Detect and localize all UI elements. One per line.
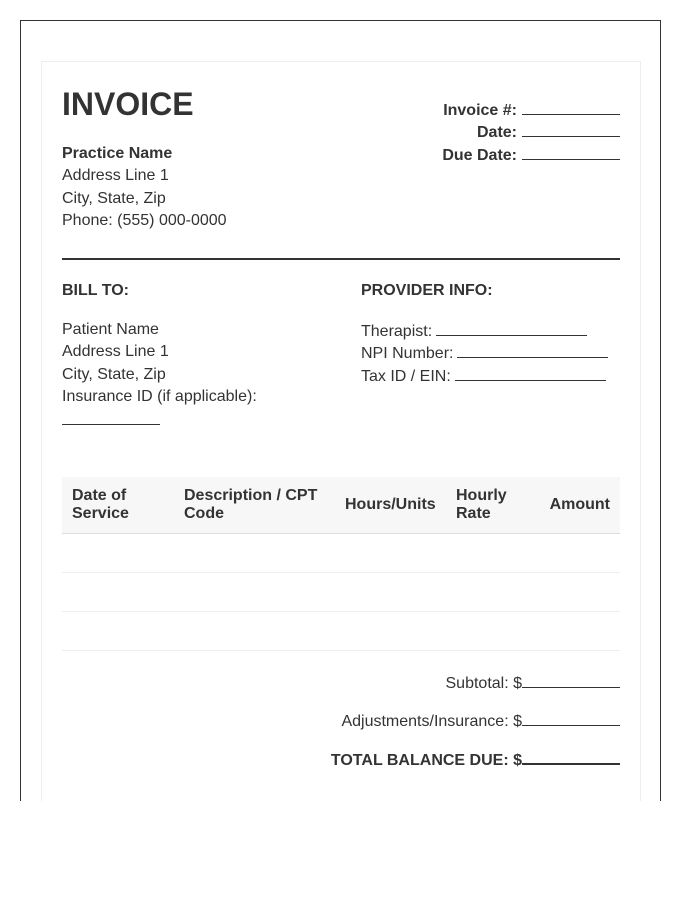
therapist-blank[interactable] — [436, 321, 587, 336]
invoice-number-label: Invoice #: — [443, 102, 517, 119]
insurance-id-label: Insurance ID (if applicable): — [62, 388, 257, 405]
due-date-field[interactable] — [442, 145, 620, 165]
adjustments-label: Adjustments/Insurance: $ — [341, 713, 522, 730]
subtotal-field[interactable] — [446, 673, 621, 693]
invoice-number-blank[interactable] — [522, 100, 620, 115]
row-divider — [62, 650, 620, 651]
subtotal-label: Subtotal: $ — [445, 675, 522, 692]
npi-label: NPI Number: — [361, 345, 454, 362]
total-balance-label: TOTAL BALANCE DUE: $ — [330, 752, 522, 769]
table-row[interactable] — [62, 534, 620, 572]
npi-field[interactable] — [361, 343, 608, 363]
practice-name: Practice Name — [62, 145, 173, 162]
provider-info-heading: PROVIDER INFO: — [361, 282, 493, 299]
due-date-label: Due Date: — [442, 147, 517, 164]
col-hours-units: Hours/Units — [345, 496, 436, 513]
col-date-of-service: Date of Service — [72, 487, 129, 522]
bill-to-heading: BILL TO: — [62, 282, 129, 299]
total-balance-blank[interactable] — [522, 749, 620, 765]
date-field[interactable] — [477, 122, 620, 142]
tax-id-label: Tax ID / EIN: — [361, 368, 451, 385]
date-label: Date: — [476, 124, 517, 141]
patient-address-line: Address Line 1 — [62, 343, 169, 360]
patient-name: Patient Name — [62, 321, 159, 338]
total-balance-field[interactable] — [331, 749, 620, 770]
col-description-cpt: Description / CPT Code — [184, 487, 318, 522]
practice-address-line: Address Line 1 — [62, 167, 169, 184]
invoice-number-field[interactable] — [443, 100, 620, 120]
adjustments-blank[interactable] — [522, 711, 620, 726]
invoice-title: INVOICE — [62, 86, 194, 122]
col-amount: Amount — [549, 496, 610, 513]
practice-city-state-zip: City, State, Zip — [62, 190, 166, 207]
services-table-header — [62, 477, 620, 534]
therapist-label: Therapist: — [361, 323, 433, 340]
subtotal-blank[interactable] — [522, 673, 620, 688]
practice-phone: Phone: (555) 000-0000 — [62, 212, 227, 229]
npi-blank[interactable] — [457, 343, 608, 358]
tax-id-field[interactable] — [361, 366, 606, 386]
insurance-id-blank[interactable] — [62, 424, 160, 425]
therapist-field[interactable] — [361, 321, 587, 341]
date-blank[interactable] — [522, 122, 620, 137]
tax-id-blank[interactable] — [455, 366, 606, 381]
col-hourly-rate: Hourly Rate — [456, 487, 507, 522]
header-divider — [62, 258, 620, 260]
patient-city-state-zip: City, State, Zip — [62, 366, 166, 383]
due-date-blank[interactable] — [522, 145, 620, 160]
table-row[interactable] — [62, 612, 620, 650]
table-row[interactable] — [62, 573, 620, 611]
adjustments-field[interactable] — [341, 711, 620, 731]
